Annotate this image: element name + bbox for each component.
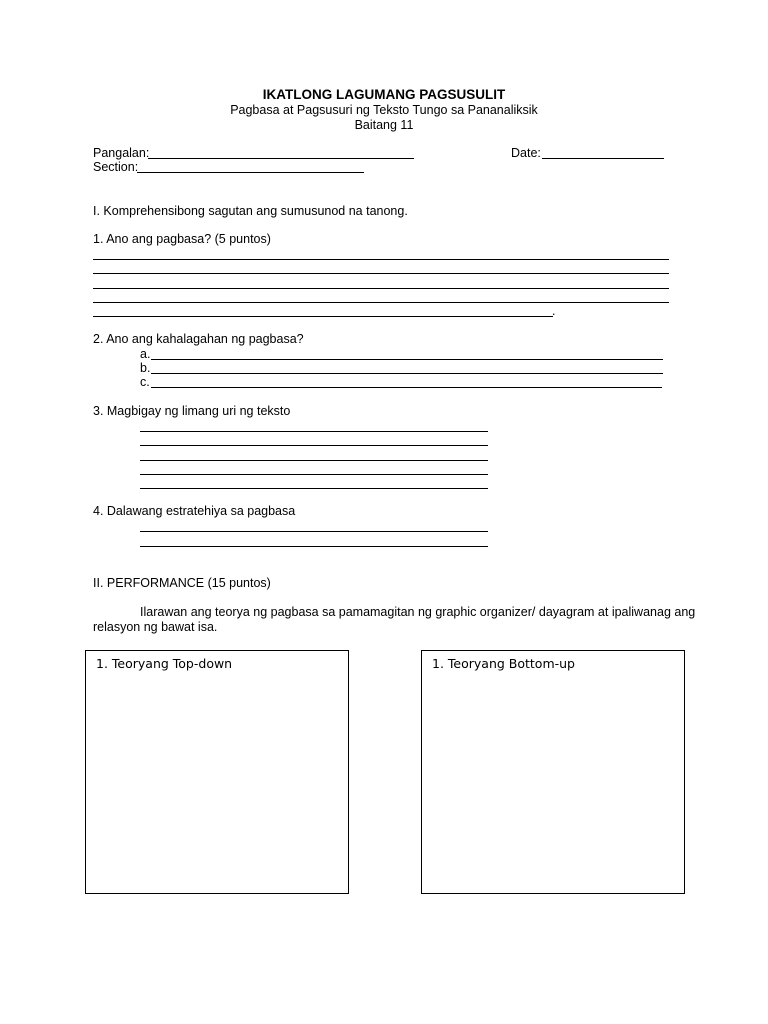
- top-down-answer-box[interactable]: [85, 650, 349, 894]
- question-4: 4. Dalawang estratehiya sa pagbasa: [93, 504, 296, 518]
- answer-line[interactable]: [140, 474, 488, 475]
- part2-instruction-line2: relasyon ng bawat isa.: [93, 620, 218, 634]
- answer-line[interactable]: [93, 273, 669, 274]
- bottom-up-answer-box[interactable]: [421, 650, 685, 894]
- answer-line[interactable]: [140, 460, 488, 461]
- section-field[interactable]: [137, 172, 364, 173]
- answer-line[interactable]: [140, 546, 488, 547]
- answer-line[interactable]: [151, 373, 663, 374]
- grade-level: Baitang 11: [354, 118, 414, 132]
- answer-line[interactable]: [140, 531, 488, 532]
- answer-line[interactable]: [140, 431, 488, 432]
- answer-line[interactable]: [93, 302, 669, 303]
- date-label: Date:: [511, 146, 541, 160]
- answer-line[interactable]: [140, 445, 488, 446]
- answer-line[interactable]: [93, 288, 669, 289]
- name-field[interactable]: [148, 158, 414, 159]
- answer-line[interactable]: [93, 259, 669, 260]
- page-title: IKATLONG LAGUMANG PAGSUSULIT: [262, 87, 506, 102]
- answer-line[interactable]: [151, 359, 663, 360]
- answer-line[interactable]: [140, 488, 488, 489]
- bottom-up-box-label: 1. Teoryang Bottom-up: [432, 656, 575, 671]
- top-down-box-label: 1. Teoryang Top-down: [96, 656, 233, 671]
- list-item-label: a.: [140, 347, 151, 361]
- question-3: 3. Magbigay ng limang uri ng teksto: [93, 404, 291, 418]
- name-label: Pangalan:: [93, 146, 150, 160]
- answer-line[interactable]: [93, 316, 553, 317]
- answer-line[interactable]: [151, 387, 662, 388]
- list-item-label: b.: [140, 361, 151, 375]
- section-label: Section:: [93, 160, 139, 174]
- part2-heading: II. PERFORMANCE (15 puntos): [93, 576, 271, 590]
- question-1: 1. Ano ang pagbasa? (5 puntos): [93, 232, 271, 246]
- part1-instruction: I. Komprehensibong sagutan ang sumusunod na tanong.: [93, 204, 408, 218]
- page-subtitle: Pagbasa at Pagsusuri ng Teksto Tungo sa Pananaliksik: [230, 103, 538, 117]
- list-item-label: c.: [140, 375, 150, 389]
- question-2: 2. Ano ang kahalagahan ng pagbasa?: [93, 332, 304, 346]
- date-field[interactable]: [542, 158, 664, 159]
- answer-period: .: [552, 304, 556, 318]
- part2-instruction-line1: Ilarawan ang teorya ng pagbasa sa pamamagitan ng graphic organizer/ dayagram at ipaliwanag ang: [140, 605, 696, 619]
